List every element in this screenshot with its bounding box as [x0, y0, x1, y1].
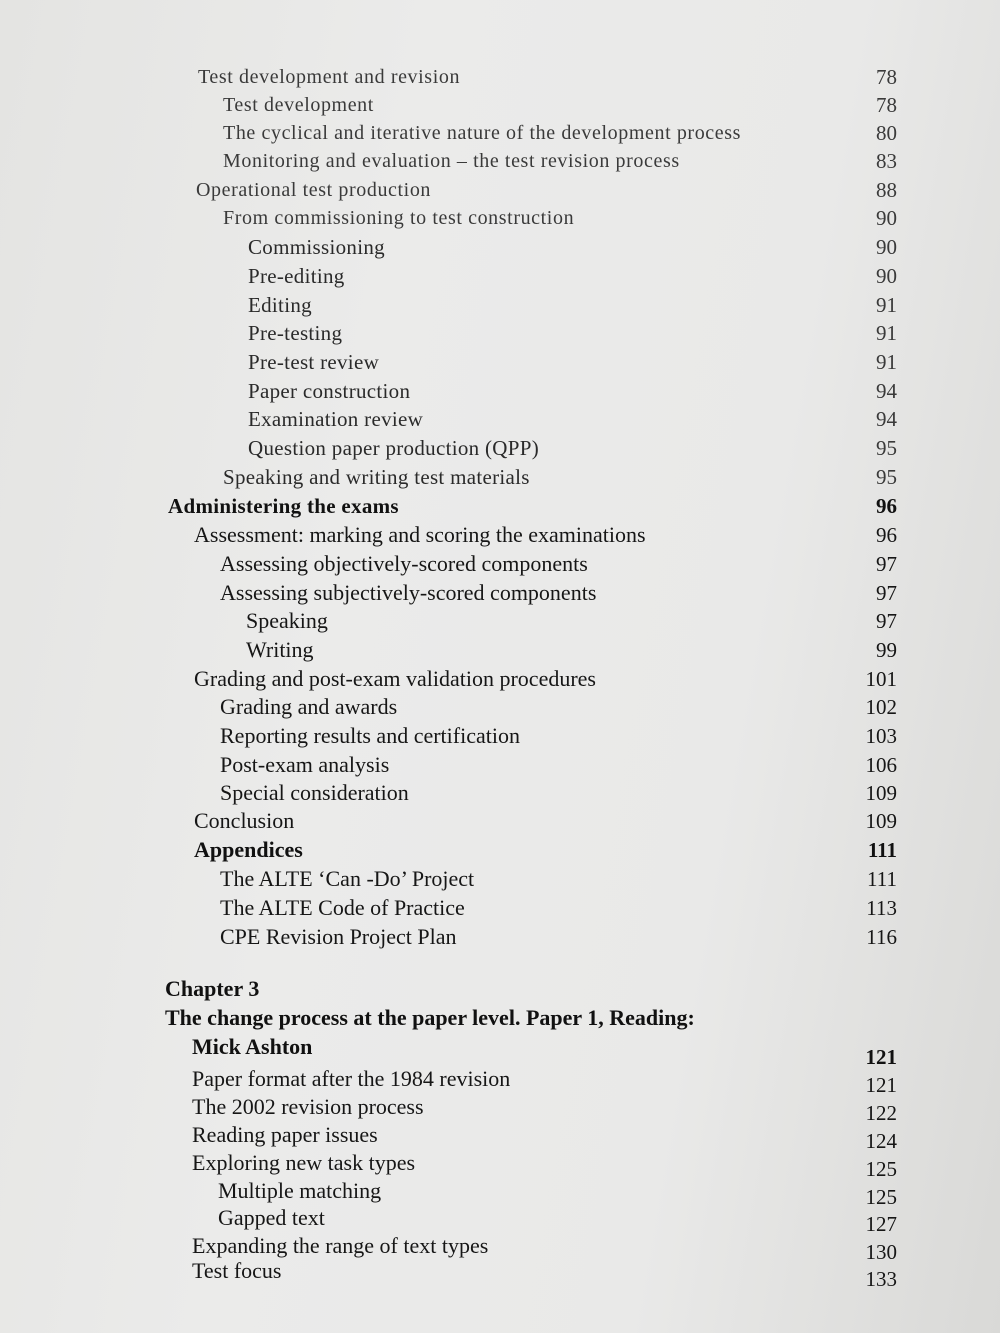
- toc-entry: [0, 1203, 1000, 1236]
- toc-page-number: 111: [867, 838, 897, 862]
- toc-page-number: 97: [876, 581, 897, 605]
- toc-entry-title: Administering the exams: [168, 494, 399, 518]
- toc-entry-title: Operational test production: [196, 179, 432, 201]
- chapter-label-text: Chapter 3: [165, 976, 260, 1001]
- toc-entry: [0, 404, 1000, 434]
- toc-page-number: 97: [876, 552, 897, 576]
- toc-entry: [0, 750, 1000, 780]
- toc-entry-title: Speaking: [246, 608, 328, 633]
- toc-entry: [0, 806, 1000, 836]
- toc-page-number: 78: [876, 65, 897, 89]
- toc-page-number: 90: [876, 206, 897, 230]
- toc-entry: [0, 318, 1000, 348]
- toc-entry-title: Monitoring and evaluation – the test revision process: [223, 150, 680, 172]
- toc-entry: [0, 664, 1000, 694]
- toc-entry: [0, 721, 1000, 751]
- toc-page-number: 121: [865, 1045, 897, 1069]
- toc-entry: [0, 864, 1000, 894]
- toc-entry-title: Expanding the range of text types: [192, 1233, 489, 1258]
- toc-page-number: 78: [876, 93, 897, 117]
- toc-page-number: 90: [876, 264, 897, 288]
- toc-entry: [0, 520, 1000, 550]
- toc-entry: [0, 462, 1000, 492]
- chapter-title: [0, 1003, 1000, 1033]
- toc-page-number: 97: [876, 609, 897, 633]
- chapter-author-name: Mick Ashton: [192, 1034, 313, 1059]
- toc-entry: [0, 893, 1000, 923]
- toc-entry-title: The ALTE ‘Can -Do’ Project: [220, 866, 475, 891]
- toc-section-heading: [0, 491, 1000, 521]
- toc-entry-title: Gapped text: [218, 1205, 325, 1230]
- toc-entry: [0, 1148, 1000, 1181]
- toc-entry-title: From commissioning to test construction: [223, 207, 575, 229]
- toc-page-number: 102: [865, 695, 897, 719]
- toc-entry-title: Examination review: [248, 407, 424, 431]
- toc-page-number: 83: [876, 149, 897, 173]
- toc-entry-title: Reporting results and certification: [220, 723, 520, 748]
- toc-entry-title: Exploring new task types: [192, 1150, 416, 1175]
- toc-entry-title: Commissioning: [248, 235, 385, 259]
- toc-entry: [0, 606, 1000, 636]
- toc-entry: [0, 90, 1000, 120]
- toc-entry-title: Speaking and writing test materials: [223, 465, 530, 489]
- chapter-title-text: The change process at the paper level. Paper 1, Reading:: [165, 1005, 695, 1030]
- toc-entry: [0, 1120, 1000, 1153]
- toc-entry: [0, 578, 1000, 608]
- toc-entry-title: Test focus: [192, 1258, 282, 1283]
- toc-page-number: 125: [865, 1185, 897, 1209]
- toc-page-number: 109: [865, 809, 897, 833]
- toc-page-number: 99: [876, 638, 897, 662]
- toc-entry-title: Pre-editing: [248, 264, 345, 288]
- toc-page-number: 95: [876, 436, 897, 460]
- toc-entry-title: The ALTE Code of Practice: [220, 895, 465, 920]
- toc-entry-title: Conclusion: [194, 808, 295, 833]
- toc-entry: [0, 376, 1000, 406]
- toc-entry: [0, 1176, 1000, 1209]
- toc-entry-title: Multiple matching: [218, 1178, 382, 1203]
- toc-entry: [0, 203, 1000, 233]
- toc-page-number: 91: [876, 293, 897, 317]
- toc-entry-title: Appendices: [194, 837, 303, 862]
- chapter-label: [0, 974, 1000, 1004]
- toc-page-number: 101: [865, 667, 897, 691]
- toc-page-number: 90: [876, 235, 897, 259]
- toc-entry: [0, 692, 1000, 722]
- toc-entry-title: Post-exam analysis: [220, 752, 390, 777]
- toc-entry-title: CPE Revision Project Plan: [220, 924, 457, 949]
- toc-entry: [0, 146, 1000, 176]
- toc-entry-title: Assessment: marking and scoring the examinations: [194, 522, 646, 547]
- toc-entry-title: Pre-testing: [248, 321, 343, 345]
- toc-entry-title: Editing: [248, 293, 312, 317]
- toc-entry-title: The 2002 revision process: [192, 1094, 424, 1119]
- toc-entry: [0, 1256, 1000, 1291]
- toc-entry: [0, 778, 1000, 808]
- toc-entry: [0, 1092, 1000, 1125]
- toc-page-number: 96: [876, 523, 897, 547]
- toc-page-number: 122: [865, 1101, 897, 1125]
- toc-page-number: 91: [876, 321, 897, 345]
- toc-page-number: 124: [865, 1129, 897, 1153]
- toc-entry-title: Grading and awards: [220, 694, 398, 719]
- toc-entry-title: Test development and revision: [198, 66, 461, 88]
- toc-entry-title: Writing: [246, 637, 314, 662]
- toc-page-number: 91: [876, 350, 897, 374]
- toc-page-number: 103: [865, 724, 897, 748]
- toc-entry: [0, 261, 1000, 291]
- toc-page-number: 94: [876, 407, 897, 431]
- chapter-author: [0, 1032, 1000, 1069]
- toc-section-heading: [0, 835, 1000, 865]
- toc-entry-title: Assessing objectively-scored components: [220, 551, 588, 576]
- toc-entry: [0, 549, 1000, 579]
- toc-entry-title: Reading paper issues: [192, 1122, 378, 1147]
- toc-entry-title: Assessing subjectively-scored components: [220, 580, 597, 605]
- toc-entry-title: Grading and post-exam validation procedures: [194, 666, 596, 691]
- toc-entry-title: Paper construction: [248, 379, 411, 403]
- toc-entry: [0, 175, 1000, 205]
- toc-entry-title: Paper format after the 1984 revision: [192, 1066, 511, 1091]
- toc-page-number: 109: [865, 781, 897, 805]
- toc-page-number: 116: [866, 925, 897, 949]
- toc-page-number: 130: [865, 1240, 897, 1264]
- toc-entry-title: The cyclical and iterative nature of the development process: [223, 122, 742, 144]
- toc-entry: [0, 1064, 1000, 1097]
- toc-page-number: 88: [876, 178, 897, 202]
- toc-entry: [0, 433, 1000, 463]
- toc-page-number: 80: [876, 121, 897, 145]
- toc-entry-title: Pre-test review: [248, 350, 380, 374]
- toc-entry-title: Special consideration: [220, 780, 409, 805]
- toc-entry-title: Question paper production (QPP): [248, 436, 540, 460]
- toc-page-number: 94: [876, 379, 897, 403]
- toc-page-number: 133: [865, 1267, 897, 1291]
- toc-entry: [0, 347, 1000, 377]
- toc-entry: [0, 922, 1000, 952]
- toc-entry: [0, 232, 1000, 262]
- toc-entry-title: Test development: [223, 94, 374, 116]
- toc-entry: [0, 635, 1000, 665]
- toc-entry: [0, 290, 1000, 320]
- toc-page-number: 127: [865, 1212, 897, 1236]
- toc-page-number: 96: [876, 494, 897, 518]
- toc-page-number: 113: [866, 896, 897, 920]
- toc-page-number: 121: [865, 1073, 897, 1097]
- toc-entry: [0, 118, 1000, 148]
- toc-page-number: 106: [865, 753, 897, 777]
- toc-page-number: 111: [867, 867, 897, 891]
- toc-entry: [0, 62, 1000, 92]
- toc-page-number: 95: [876, 465, 897, 489]
- toc-page-number: 125: [865, 1157, 897, 1181]
